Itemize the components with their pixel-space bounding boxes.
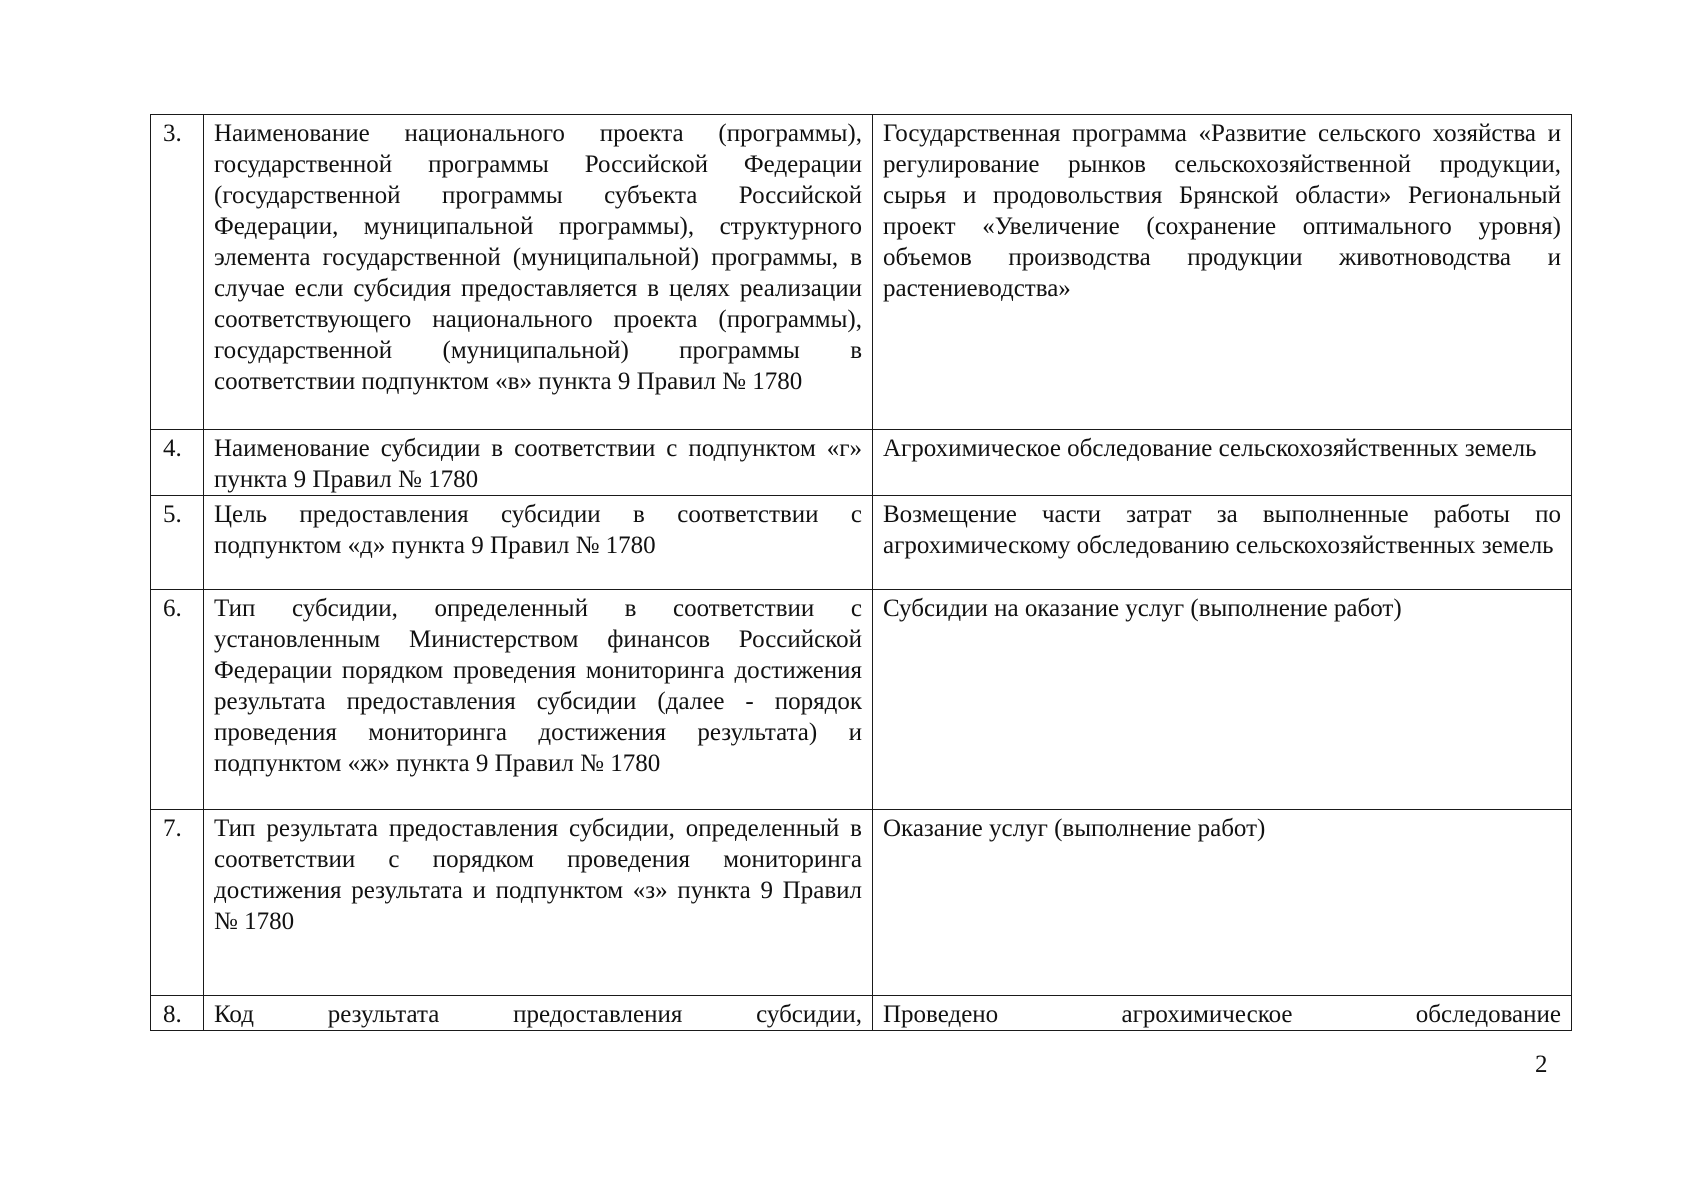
row-value: Субсидии на оказание услуг (выполнение работ) [873, 590, 1572, 810]
table-row-6 [151, 590, 1572, 810]
page-number: 2 [1535, 1051, 1548, 1078]
table-row-5 [151, 496, 1572, 590]
subsidy-parameters-table [150, 114, 1572, 1031]
row-number: 5. [151, 496, 204, 590]
table-row-7 [151, 810, 1572, 996]
row-value: Государственная программа «Развитие сельского хозяйства и регулирование рынков сельскохозяйственной продукции, сырья и продовольствия Брянской области» Региональный проект «Увеличение (сохранение оптимального уровня) объемов производства продукции животноводства и растениеводства» [873, 115, 1572, 430]
row-value: Оказание услуг (выполнение работ) [873, 810, 1572, 996]
table-row-4 [151, 430, 1572, 496]
table-row-8 [151, 996, 1572, 1031]
row-label: Наименование субсидии в соответствии с подпунктом «г» пункта 9 Правил № 1780 [204, 430, 873, 496]
row-number: 7. [151, 810, 204, 996]
row-number: 8. [151, 996, 204, 1031]
row-label: Тип результата предоставления субсидии, определенный в соответствии с порядком проведения мониторинга достижения результата и подпунктом «з» пункта 9 Правил № 1780 [204, 810, 873, 996]
row-value: Агрохимическое обследование сельскохозяйственных земель [873, 430, 1572, 496]
row-number: 4. [151, 430, 204, 496]
row-value-text: Проведено агрохимическое обследование [883, 1001, 1561, 1028]
row-label: Цель предоставления субсидии в соответствии с подпунктом «д» пункта 9 Правил № 1780 [204, 496, 873, 590]
row-number: 3. [151, 115, 204, 430]
row-value [873, 996, 1572, 1031]
row-label-text: Код результата предоставления субсидии, [214, 1001, 862, 1028]
row-label: Наименование национального проекта (программы), государственной программы Российской Федерации (государственной программы субъекта Российской Федерации, муниципальной программы), структурного элемента государственной (муниципальной) программы, в случае если субсидия предоставляется в целях реализации соответствующего национального проекта (программы), государственной (муниципальной) программы в соответствии подпунктом «в» пункта 9 Правил № 1780 [204, 115, 873, 430]
row-label [204, 996, 873, 1031]
row-label: Тип субсидии, определенный в соответствии с установленным Министерством финансов Российской Федерации порядком проведения мониторинга достижения результата предоставления субсидии (далее - порядок проведения мониторинга достижения результата) и подпунктом «ж» пункта 9 Правил № 1780 [204, 590, 873, 810]
row-number: 6. [151, 590, 204, 810]
table-row-3 [151, 115, 1572, 430]
row-value: Возмещение части затрат за выполненные работы по агрохимическому обследованию сельскохозяйственных земель [873, 496, 1572, 590]
